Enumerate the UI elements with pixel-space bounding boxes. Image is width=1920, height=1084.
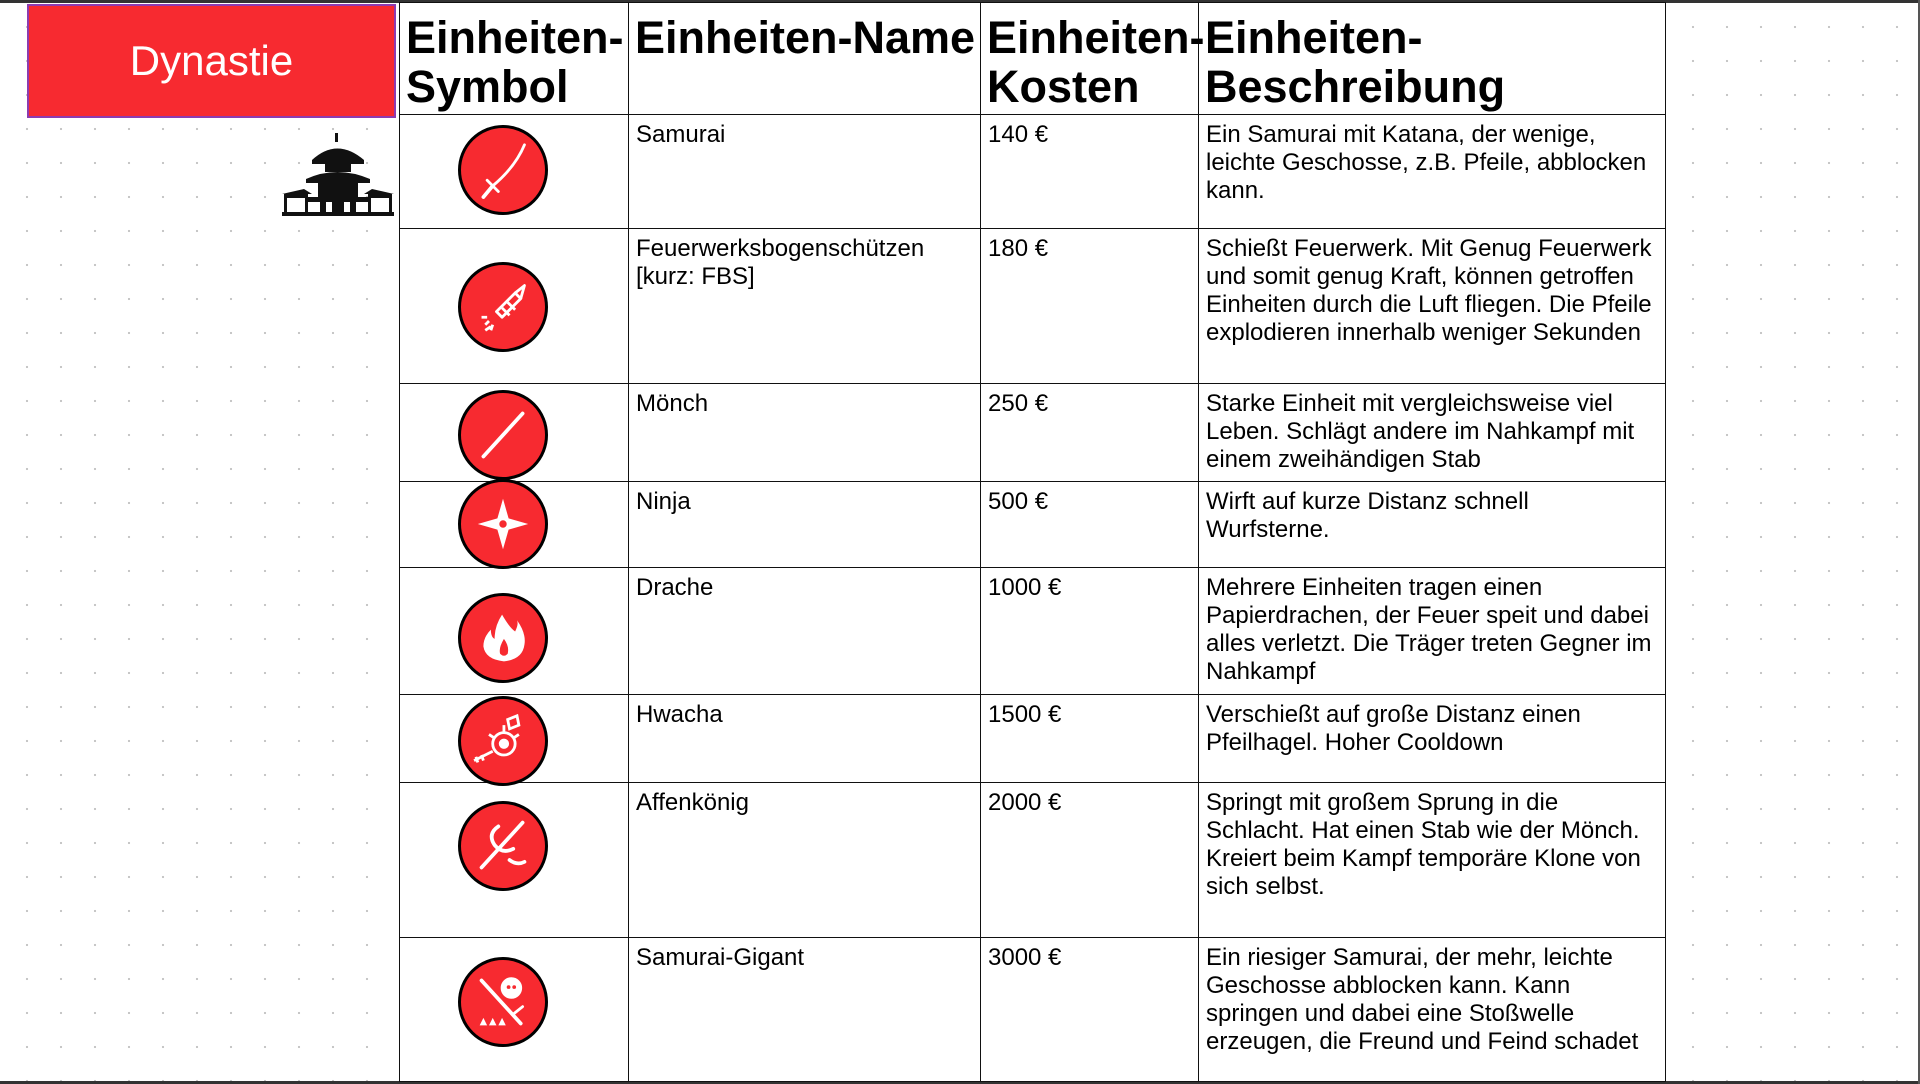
unit-name: Drache	[629, 568, 981, 695]
hwacha-cart-icon	[458, 696, 548, 786]
katana-icon	[458, 125, 548, 215]
unit-description: Ein Samurai mit Katana, der wenige, leichte Geschosse, z.B. Pfeile, abblocken kann.	[1199, 115, 1666, 229]
symbol-cell	[400, 568, 629, 695]
unit-description: Verschießt auf große Distanz einen Pfeilhagel. Hoher Cooldown	[1199, 695, 1666, 783]
unit-name: Samurai-Gigant	[629, 938, 981, 1082]
unit-name: Affenkönig	[629, 783, 981, 938]
symbol-cell	[400, 695, 629, 783]
staff-icon	[458, 390, 548, 480]
table-row	[400, 938, 1666, 1082]
unit-cost: 1000 €	[981, 568, 1199, 695]
unit-description: Starke Einheit mit vergleichsweise viel Leben. Schlägt andere im Nahkampf mit einem zweihändigen Stab	[1199, 384, 1666, 482]
unit-name: Feuerwerksbogenschützen [kurz: FBS]	[629, 229, 981, 384]
symbol-cell	[400, 115, 629, 229]
monkey-staff-icon	[458, 801, 548, 891]
unit-cost: 250 €	[981, 384, 1199, 482]
unit-name: Samurai	[629, 115, 981, 229]
unit-description: Wirft auf kurze Distanz schnell Wurfsterne.	[1199, 482, 1666, 568]
shuriken-icon	[458, 479, 548, 569]
unit-description: Springt mit großem Sprung in die Schlacht. Hat einen Stab wie der Mönch. Kreiert beim Kampf temporäre Klone von sich selbst.	[1199, 783, 1666, 938]
units-table	[399, 2, 1666, 1082]
table-row	[400, 384, 1666, 482]
symbol-cell	[400, 938, 629, 1082]
unit-cost: 1500 €	[981, 695, 1199, 783]
header-description: Einheiten-Beschreibung	[1199, 3, 1666, 115]
header-cost: Einheiten-Kosten	[981, 3, 1199, 115]
unit-cost: 180 €	[981, 229, 1199, 384]
firework-rocket-icon	[458, 262, 548, 352]
pagoda-icon	[282, 133, 394, 217]
table-row	[400, 695, 1666, 783]
header-name: Einheiten-Name	[629, 3, 981, 115]
flame-icon	[458, 593, 548, 683]
unit-cost: 2000 €	[981, 783, 1199, 938]
unit-cost: 500 €	[981, 482, 1199, 568]
unit-name: Hwacha	[629, 695, 981, 783]
table-row	[400, 568, 1666, 695]
unit-cost: 3000 €	[981, 938, 1199, 1082]
header-symbol: Einheiten-Symbol	[400, 3, 629, 115]
giant-samurai-icon	[458, 957, 548, 1047]
table-header-row	[400, 3, 1666, 115]
symbol-cell	[400, 783, 629, 938]
unit-description: Mehrere Einheiten tragen einen Papierdrachen, der Feuer speit und dabei alles verletzt. Die Träger treten Gegner im Nahkampf	[1199, 568, 1666, 695]
dynasty-label: Dynastie	[129, 37, 294, 84]
table-row	[400, 482, 1666, 568]
table-row	[400, 229, 1666, 384]
unit-description: Schießt Feuerwerk. Mit Genug Feuerwerk und somit genug Kraft, können getroffen Einheiten durch die Luft fliegen. Die Pfeile explodieren innerhalb weniger Sekunden	[1199, 229, 1666, 384]
unit-cost: 140 €	[981, 115, 1199, 229]
symbol-cell	[400, 384, 629, 482]
table-row	[400, 115, 1666, 229]
dynasty-title-box	[27, 4, 396, 118]
unit-description: Ein riesiger Samurai, der mehr, leichte Geschosse abblocken kann. Kann springen und dabei eine Stoßwelle erzeugen, die Freund und Feind schadet	[1199, 938, 1666, 1082]
symbol-cell	[400, 229, 629, 384]
symbol-cell	[400, 482, 629, 568]
unit-name: Ninja	[629, 482, 981, 568]
unit-name: Mönch	[629, 384, 981, 482]
table-row	[400, 783, 1666, 938]
